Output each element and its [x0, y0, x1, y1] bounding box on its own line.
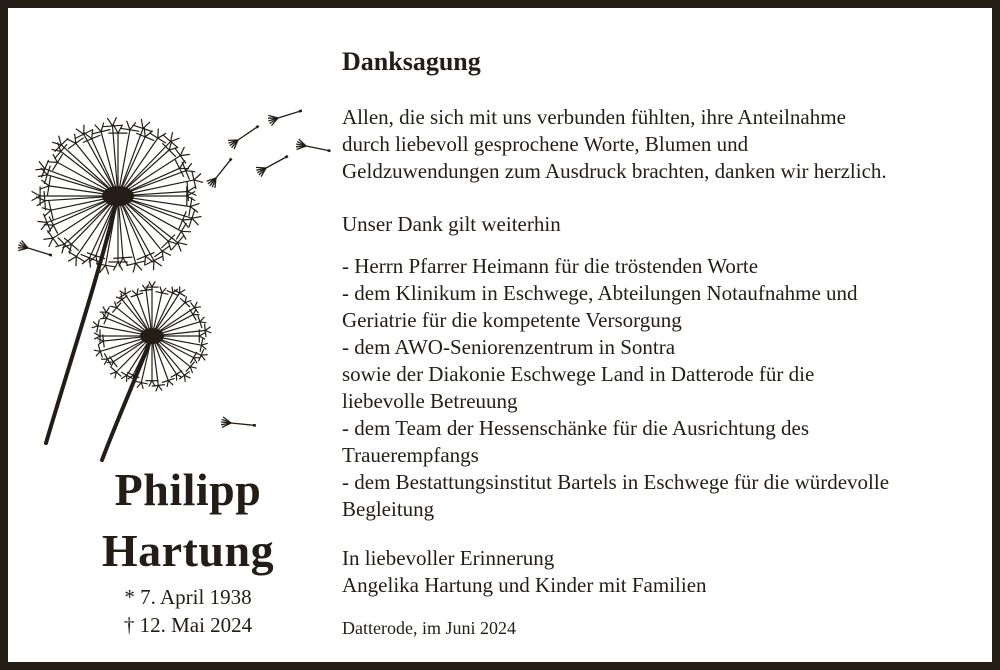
- list-item-line: - dem Bestattungsinstitut Bartels in Eschwege für die würdevolle: [342, 470, 890, 494]
- list-item-line: - dem AWO-Seniorenzentrum in Sontra: [342, 335, 676, 359]
- thanks-list: [342, 253, 982, 523]
- intro-line: Allen, die sich mit uns verbunden fühlten, ihre Anteilnahme: [342, 105, 846, 129]
- list-item-line: Begleitung: [342, 497, 435, 521]
- death-date: † 12. Mai 2024: [123, 613, 253, 637]
- list-item: [342, 253, 982, 280]
- intro-line: Geldzuwendungen zum Ausdruck brachten, danken wir herzlich.: [342, 159, 887, 183]
- deceased-first-name: Philipp: [114, 464, 262, 515]
- signature-line: Angelika Hartung und Kinder mit Familien: [342, 573, 707, 597]
- closing-line: In liebevoller Erinnerung: [342, 546, 555, 570]
- thanks-subheading: Unser Dank gilt weiterhin: [342, 212, 561, 236]
- list-item-line: - Herrn Pfarrer Heimann für die tröstenden Worte: [342, 254, 759, 278]
- list-item: [342, 334, 982, 415]
- list-item-line: Trauerempfangs: [342, 443, 479, 467]
- intro-line: durch liebevoll gesprochene Worte, Blumen und: [342, 132, 749, 156]
- dandelion-icon: [16, 98, 336, 468]
- notice-heading: Danksagung: [342, 47, 481, 76]
- list-item: [342, 415, 982, 469]
- list-item-line: Geriatrie für die kompetente Versorgung: [342, 308, 682, 332]
- deceased-last-name: Hartung: [101, 525, 275, 576]
- closing-block: [342, 545, 707, 599]
- list-item-line: - dem Klinikum in Eschwege, Abteilungen Notaufnahme und: [342, 281, 858, 305]
- dandelion-large-center: [102, 186, 134, 206]
- list-item: [342, 280, 982, 334]
- list-item-line: liebevolle Betreuung: [342, 389, 518, 413]
- place-and-date: Datterode, im Juni 2024: [342, 618, 516, 638]
- list-item-line: - dem Team der Hessenschänke für die Ausrichtung des: [342, 416, 810, 440]
- dandelion-small-center: [140, 328, 164, 344]
- list-item-line: sowie der Diakonie Eschwege Land in Datterode für die: [342, 362, 815, 386]
- list-item: [342, 469, 982, 523]
- intro-paragraph: [342, 104, 982, 185]
- birth-date: * 7. April 1938: [124, 585, 252, 609]
